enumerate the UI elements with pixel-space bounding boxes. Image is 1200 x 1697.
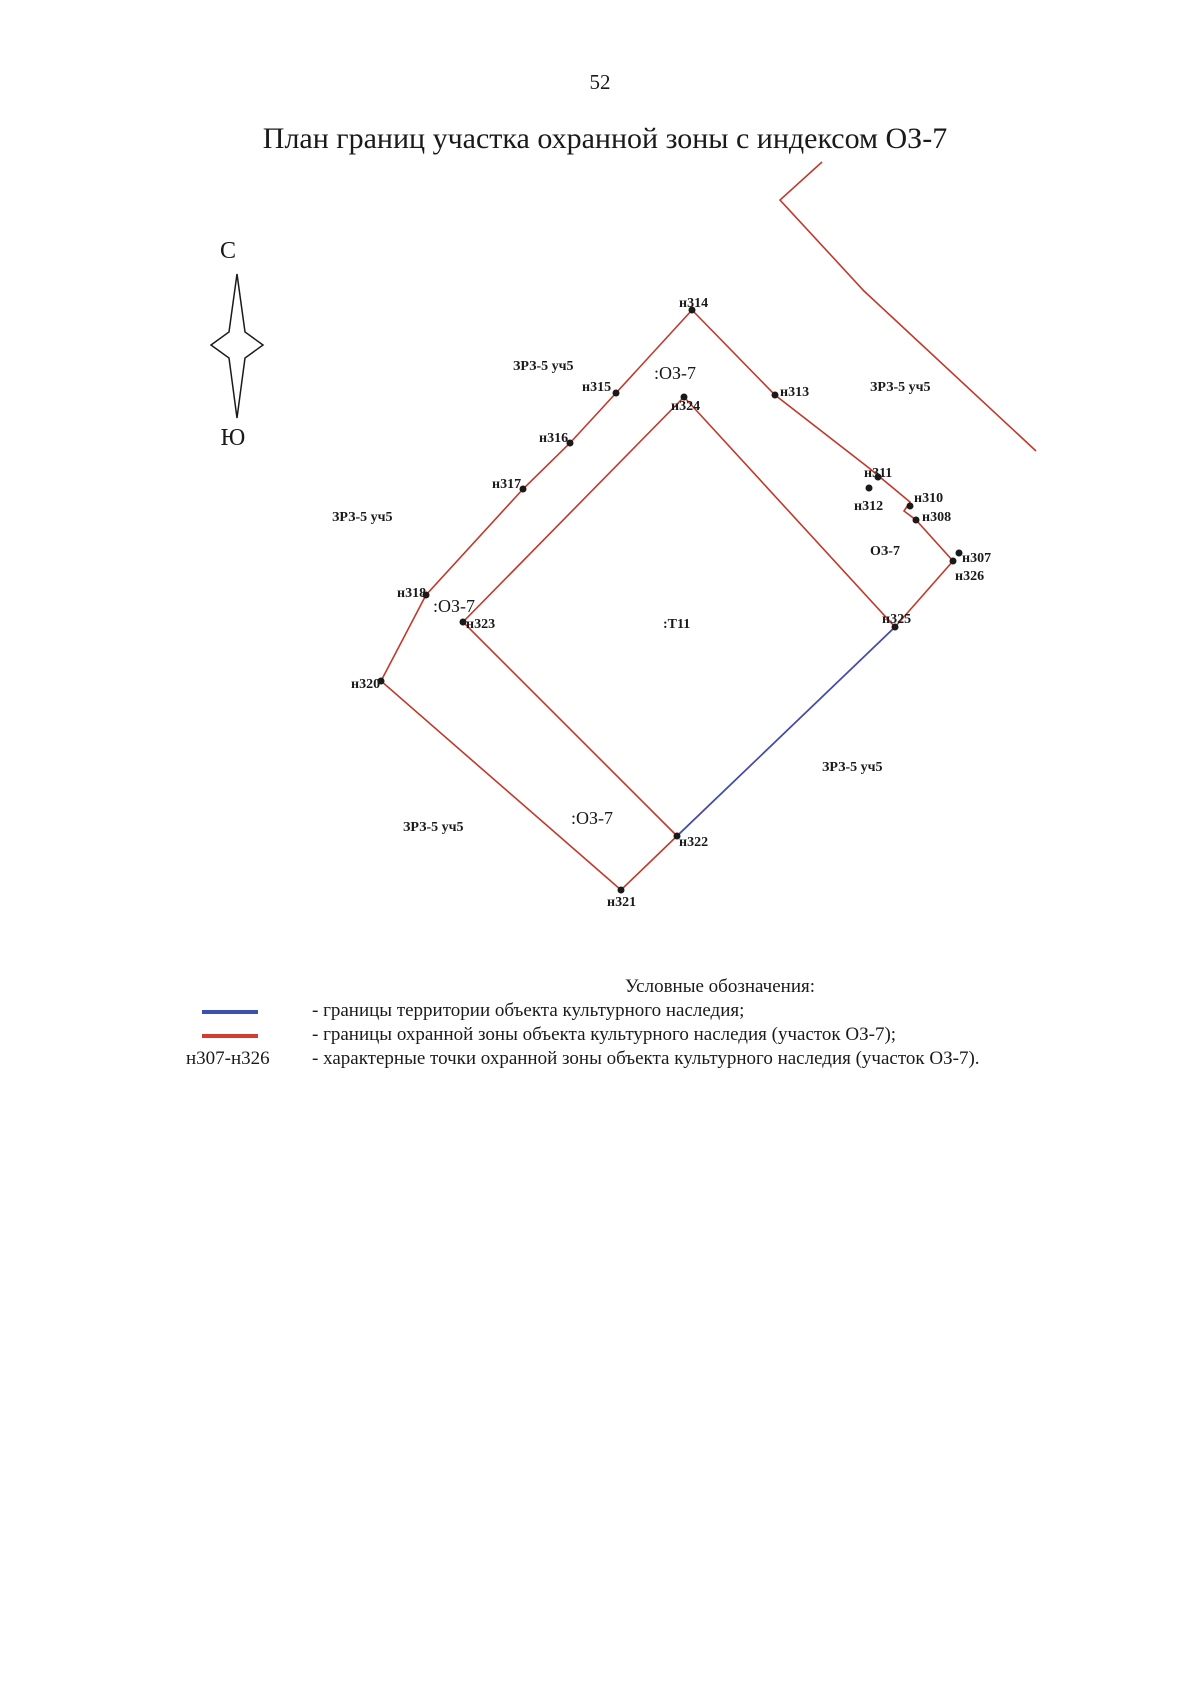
point-label-n314: н314	[679, 296, 709, 311]
zone-label-zrz-sw: ЗРЗ-5 уч5	[403, 820, 464, 835]
point-label-n317: н317	[492, 477, 522, 492]
legend-item-text: - границы охранной зоны объекта культурного наследия (участок ОЗ-7);	[312, 1024, 897, 1045]
point-marker	[907, 503, 914, 510]
point-label-n318: н318	[397, 586, 427, 601]
point-label-n320: н320	[351, 677, 381, 692]
point-label-n321: н321	[607, 895, 637, 910]
point-label-n326: н326	[955, 569, 985, 584]
point-marker	[866, 485, 873, 492]
neighbour-boundary-line	[780, 162, 1036, 451]
legend-item-text: - границы территории объекта культурного наследия;	[312, 1000, 745, 1021]
point-label-n324: н324	[671, 399, 701, 414]
zone-label-zrz-nw: ЗРЗ-5 уч5	[513, 359, 574, 374]
point-label-n308: н308	[922, 510, 952, 525]
zone-label-territory: :Т11	[663, 617, 691, 632]
legend-item-heritage-territory	[170, 999, 1130, 1023]
page-number: 52	[589, 70, 611, 94]
point-label-n316: н316	[539, 431, 569, 446]
point-label-n313: н313	[780, 385, 810, 400]
compass-south-label: Ю	[220, 425, 246, 451]
zone-label-oz-right: ОЗ-7	[870, 544, 900, 559]
point-label-n307: н307	[962, 551, 992, 566]
point-label-n325: н325	[882, 612, 912, 627]
red-line-swatch-icon	[202, 1034, 258, 1038]
zone-label-oz-top: :ОЗ-7	[654, 363, 697, 383]
point-label-n315: н315	[582, 380, 612, 395]
legend-item-characteristic-points	[170, 1047, 1130, 1071]
point-label-n310: н310	[914, 491, 944, 506]
point-marker	[772, 392, 779, 399]
compass-north-label: С	[219, 238, 237, 264]
north-arrow-icon	[211, 238, 263, 451]
point-marker	[618, 887, 625, 894]
point-marker	[613, 390, 620, 397]
legend-item-text: - характерные точки охранной зоны объекта культурного наследия (участок ОЗ-7).	[312, 1048, 980, 1069]
zone-label-zrz-se: ЗРЗ-5 уч5	[822, 760, 883, 775]
blue-line-swatch-icon	[202, 1010, 258, 1014]
zone-label-oz-bottom: :ОЗ-7	[571, 808, 614, 828]
zone-label-zrz-w: ЗРЗ-5 уч5	[332, 510, 393, 525]
plan-title: План границ участка охранной зоны с индексом ОЗ-7	[262, 122, 948, 155]
legend-title: Условные обозначения:	[624, 976, 816, 997]
point-marker	[913, 517, 920, 524]
point-label-n323: н323	[466, 617, 496, 632]
point-label-n311: н311	[864, 466, 893, 481]
point-marker	[950, 558, 957, 565]
point-label-n312: н312	[854, 499, 884, 514]
point-label-n322: н322	[679, 835, 709, 850]
legend-item-protection-zone	[170, 1023, 1130, 1047]
zone-label-zrz-ne: ЗРЗ-5 уч5	[870, 380, 931, 395]
heritage-territory-boundary	[677, 627, 895, 836]
legend-point-range: н307-н326	[186, 1048, 270, 1069]
zone-label-oz-left: :ОЗ-7	[433, 596, 476, 616]
